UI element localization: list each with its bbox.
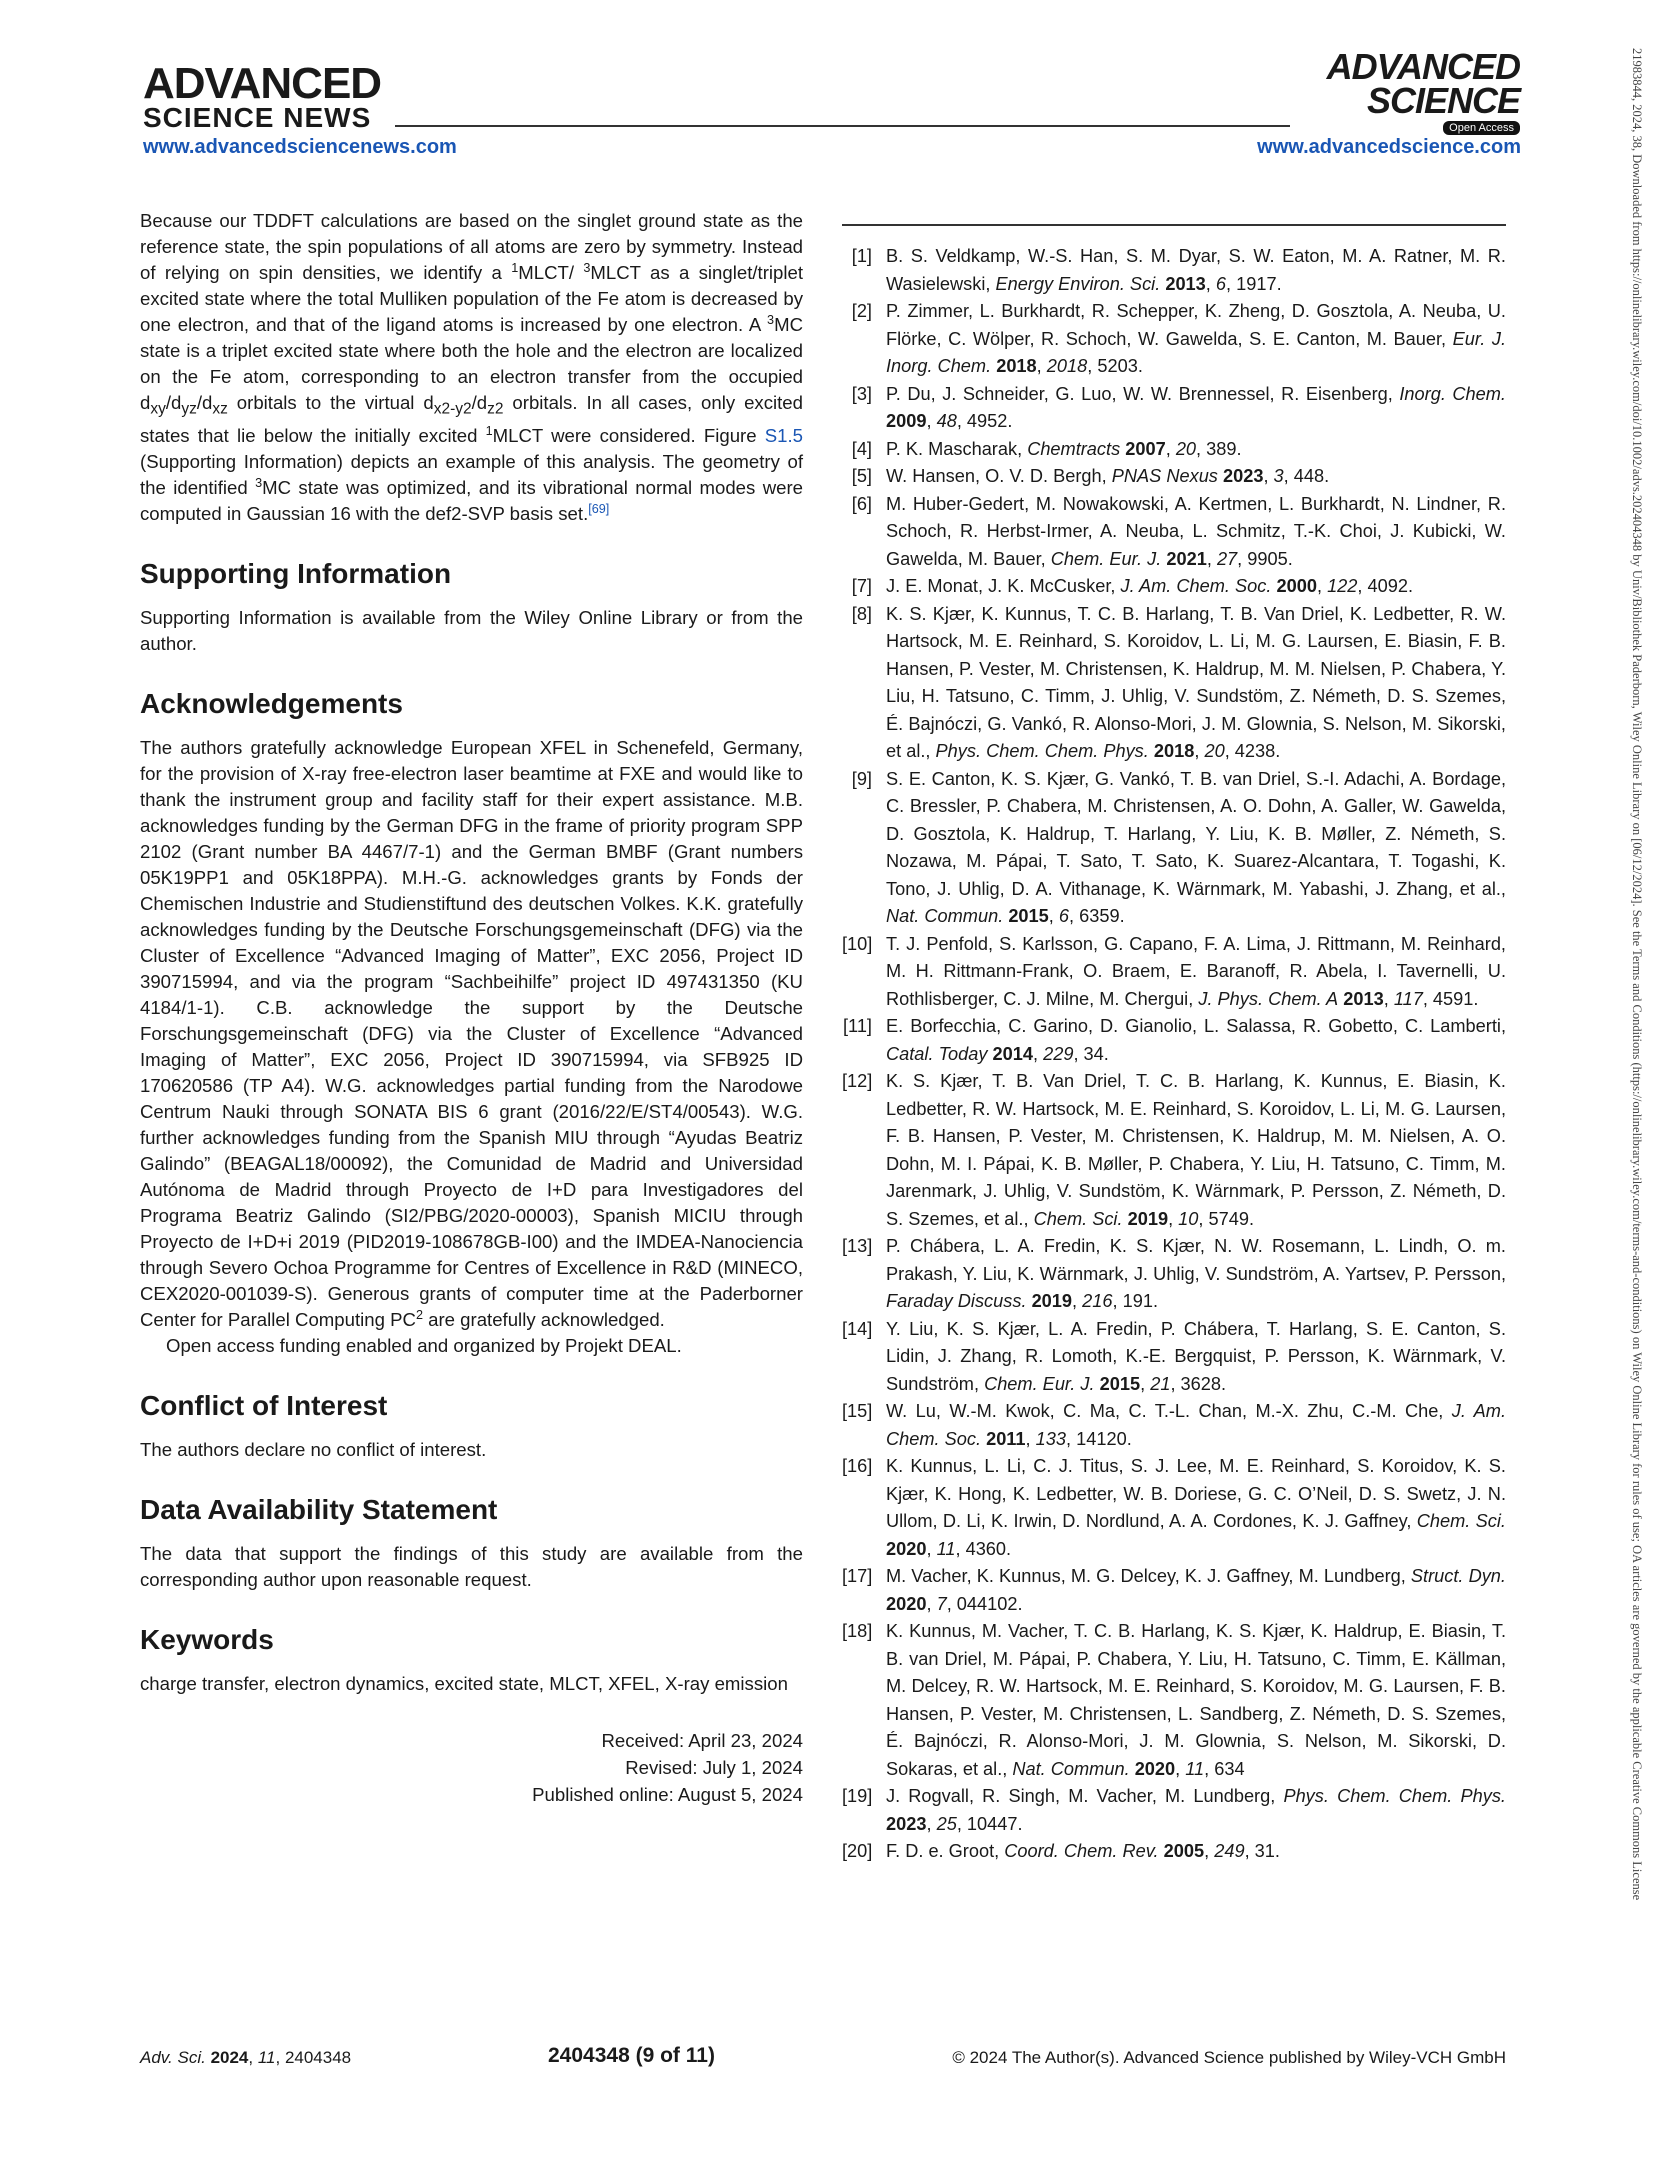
- reference-item: [842, 1316, 1506, 1399]
- open-access-badge: Open Access: [1443, 121, 1520, 135]
- reference-number: [7]: [851, 576, 872, 596]
- footer-copyright: © 2024 The Author(s). Advanced Science published by Wiley-VCH GmbH: [952, 2048, 1506, 2067]
- reference-item: [842, 1013, 1506, 1068]
- reference-item: [842, 1618, 1506, 1783]
- reference-item: [842, 766, 1506, 931]
- reference-item: [842, 931, 1506, 1014]
- reference-item: [842, 243, 1506, 298]
- reference-text: K. Kunnus, M. Vacher, T. C. B. Harlang, K. S. Kjær, K. Haldrup, E. Biasin, T. B. van Driel, M. Pápai, P. Chabera, Y. Liu, H. Tatsuno, C. Timm, E. Källman, M. Delcey, R. W. Hartsock, M. E. Reinhard, S. Koroidov, M. G. Laursen, F. B. Hansen, P. Vester, M. Christensen, L. Sandberg, Z. Németh, D. S. Szemes, É. Bajnóczi, R. Alonso-Mori, J. M. Glownia, S. Nelson, M. Sikorski, D. Sokaras, et al., Nat. Commun. 2020, 11, 634: [886, 1621, 1506, 1779]
- reference-text: W. Lu, W.-M. Kwok, C. Ma, C. T.-L. Chan, M.-X. Zhu, C.-M. Che, J. Am. Chem. Soc. 2011, 133, 14120.: [886, 1401, 1506, 1449]
- data-availability-heading: Data Availability Statement: [140, 1493, 498, 1525]
- reference-text: E. Borfecchia, C. Garino, D. Gianolio, L. Salassa, R. Gobetto, C. Lamberti, Catal. Today 2014, 229, 34.: [886, 1016, 1506, 1064]
- reference-item: [842, 1233, 1506, 1316]
- reference-item: [842, 1563, 1506, 1618]
- reference-item: [842, 1453, 1506, 1563]
- reference-number: [11]: [843, 1016, 872, 1036]
- left-logo-line1: ADVANCED: [143, 59, 382, 108]
- reference-number: [3]: [851, 383, 872, 404]
- received-date: Received: April 23, 2024: [601, 1729, 803, 1751]
- page-number: 2404348 (9 of 11): [548, 2044, 715, 2067]
- reference-text: M. Huber-Gedert, M. Nowakowski, A. Kertmen, L. Burkhardt, N. Lindner, R. Schoch, R. Herbst-Irmer, A. Neuba, L. Schmitz, T.-K. Choi, J. Kubicki, W. Gawelda, M. Bauer, Chem. Eur. J. 2021, 27, 9905.: [886, 493, 1506, 569]
- revised-date: Revised: July 1, 2024: [625, 1756, 803, 1778]
- reference-item: [842, 573, 1506, 601]
- reference-number: [1]: [851, 246, 872, 266]
- references-column: [842, 224, 1506, 1866]
- supporting-information-text: Supporting Information is available from the Wiley Online Library or from the author.: [140, 606, 803, 654]
- keywords-heading: Keywords: [140, 1623, 274, 1655]
- reference-list: [842, 243, 1506, 1866]
- reference-text: J. Rogvall, R. Singh, M. Vacher, M. Lundberg, Phys. Chem. Chem. Phys. 2023, 25, 10447.: [886, 1786, 1506, 1834]
- reference-number: [17]: [842, 1566, 873, 1586]
- header-rule: [395, 125, 1290, 127]
- open-access-funding-text: Open access funding enabled and organized by Projekt DEAL.: [166, 1334, 682, 1356]
- download-notice-strip: [1626, 48, 1646, 2128]
- reference-number: [18]: [842, 1621, 873, 1641]
- reference-text: P. Chábera, L. A. Fredin, K. S. Kjær, N. W. Rosemann, L. Lindh, O. m. Prakash, Y. Liu, K. Wärnmark, J. Uhlig, V. Sundström, A. Yartsev, P. Persson, Faraday Discuss. 2019, 216, 191.: [886, 1236, 1506, 1311]
- reference-number: [8]: [851, 603, 872, 624]
- figure-s15-link[interactable]: S1.5: [764, 424, 804, 446]
- reference-text: W. Hansen, O. V. D. Bergh, PNAS Nexus 2023, 3, 448.: [886, 466, 1330, 486]
- reference-text: T. J. Penfold, S. Karlsson, G. Capano, F. A. Lima, J. Rittmann, M. Reinhard, M. H. Rittmann-Frank, O. Braem, E. Baranoff, R. Abela, I. Tavernelli, U. Rothlisberger, C. J. Milne, M. Chergui, J. Phys. Chem. A 2013, 117, 4591.: [886, 933, 1506, 1009]
- reference-number: [6]: [851, 493, 872, 514]
- article-dates: [140, 1727, 803, 1808]
- reference-number: [13]: [842, 1236, 873, 1256]
- reference-text: J. E. Monat, J. K. McCusker, J. Am. Chem. Soc. 2000, 122, 4092.: [886, 576, 1414, 596]
- acknowledgements-heading: Acknowledgements: [140, 687, 403, 719]
- left-url-link[interactable]: www.advancedsciencenews.com: [143, 136, 457, 158]
- left-column: [140, 208, 803, 1808]
- references-rule: [842, 224, 1506, 226]
- keywords-text: charge transfer, electron dynamics, excited state, MLCT, XFEL, X-ray emission: [140, 1672, 788, 1694]
- reference-text: P. Du, J. Schneider, G. Luo, W. W. Brennessel, R. Eisenberg, Inorg. Chem. 2009, 48, 4952.: [886, 383, 1506, 431]
- reference-number: [2]: [851, 301, 872, 321]
- right-logo-line2: SCIENCE: [1366, 80, 1520, 121]
- citation-69-link[interactable]: [69]: [588, 501, 610, 516]
- reference-number: [9]: [851, 768, 872, 789]
- methods-paragraph: Because our TDDFT calculations are based on the singlet ground state as the reference state, the spin populations of all atoms are zero by symmetry. Instead of relying on spin densities, we identify a $^1$MLCT/ $^3$MLCT as a singlet/triplet excited state where the total Mulliken population of the Fe atom is decreased by one electron, and that of the ligand atoms is increased by one electron. A $^3$MC state is a triplet excited state where both the hole and the electron are localized on the Fe atom, corresponding to an electron transfer from the occupied $d_{xy}/d_{yz}/d_{xz}$ orbitals to the virtual $d_{x2-y2}/d_{z2}$ orbitals. In all cases, only excited states that lie below the initially excited $^1$MLCT were considered. Figure S1.5 (Supporting Information) depicts an example of this analysis. The geometry of the identified $^3$MC state was optimized, and its vibrational normal modes were computed in Gaussian 16 with the def2-SVP basis set.[69]: [140, 210, 804, 524]
- reference-text: K. S. Kjær, T. B. Van Driel, T. C. B. Harlang, K. Kunnus, E. Biasin, K. Ledbetter, R. W. Hartsock, M. E. Reinhard, S. Koroidov, L. Li, M. G. Laursen, F. B. Hansen, P. Vester, M. Christensen, K. Haldrup, M. M. Nielsen, A. O. Dohn, M. I. Pápai, K. B. Møller, P. Chabera, Y. Liu, H. Tatsuno, C. Timm, M. Jarenmark, J. Uhlig, V. Sundstöm, K. Wärnmark, P. Persson, Z. Németh, D. S. Szemes, et al., Chem. Sci. 2019, 10, 5749.: [886, 1071, 1506, 1229]
- reference-text: B. S. Veldkamp, W.-S. Han, S. M. Dyar, S. W. Eaton, M. A. Ratner, M. R. Wasielewski, Energy Environ. Sci. 2013, 6, 1917.: [886, 246, 1506, 294]
- reference-text: P. Zimmer, L. Burkhardt, R. Schepper, K. Zheng, D. Gosztola, A. Neuba, U. Flörke, C. Wölper, R. Schoch, W. Gawelda, S. E. Canton, M. Bauer, Eur. J. Inorg. Chem. 2018, 2018, 5203.: [886, 301, 1507, 376]
- footer-citation: Adv. Sci. 2024, 11, 2404348: [140, 2048, 352, 2067]
- reference-item: [842, 1398, 1506, 1453]
- left-logo-line2: SCIENCE NEWS: [143, 102, 372, 133]
- reference-item: [842, 298, 1506, 381]
- acknowledgements-text: The authors gratefully acknowledge European XFEL in Schenefeld, Germany, for the provision of X-ray free-electron laser beamtime at FXE and would like to thank the instrument group and facility staff for their expert assistance. M.B. acknowledges funding by the German DFG in the frame of priority program SPP 2102 (Grant number BA 4467/7-1) and the German BMBF (Grant numbers 05K19PP1 and 05K18PPA). M.H.-G. acknowledges grants by Fonds der Chemischen Industrie and Studienstiftund des deutschen Volkes. K.K. gratefully acknowledges funding by the Deutsche Forschungsgemeinschaft (DFG) via the Cluster of Excellence “Advanced Imaging of Matter”, EXC 2056, Project ID 390715994, and via the program “Sachbeihilfe” project ID 497431350 (KU 4184/1-1). C.B. acknowledge the support by the Deutsche Forschungsgemeinschaft (DFG) via the Cluster of Excellence “Advanced Imaging of Matter”, EXC 2056, Project ID 390715994, via SFB925 ID 170620586 (TP A4). W.G. acknowledges partial funding from the Narodowe Centrum Nauki through SONATA BIS 6 grant (2016/22/E/ST4/00543). W.G. further acknowledges funding from the Spanish MIU through “Ayudas Beatriz Galindo” (BEAGAL18/00092), the Comunidad de Madrid and Universidad Autónoma de Madrid through Proyecto de I+D para Investigadores del Programa Beatriz Galindo (SI2/PBG/2020-00003), Spanish MICIU through Proyecto de I+D+i 2019 (PID2019-108678GB-I00) and the IMDEA-Nanociencia through Severo Ochoa Programme for Centres of Excellence in R&D (MINECO, CEX2020-001039-S). Generous grants of computer time at the Paderborner Center for Parallel Computing $PC^2$ are gratefully acknowledged.: [140, 736, 803, 1330]
- reference-number: [14]: [842, 1318, 873, 1339]
- download-notice-text: 21983844, 2024, 38, Downloaded from https://onlinelibrary.wiley.com/doi/10.1002/advs.202404348 by Univ/Bibliothek Paderborn, Wiley Online Library on [06/12/2024]. See the Terms and Conditions (https://onlinelibrary.wiley.com/terms-and-conditions) on Wiley Online Library for rules of use; OA articles are governed by the applicable Creative Commons License: [1630, 48, 1644, 1901]
- reference-number: [16]: [842, 1456, 873, 1476]
- reference-number: [20]: [842, 1841, 873, 1861]
- reference-text: S. E. Canton, K. S. Kjær, G. Vankó, T. B. van Driel, S.-I. Adachi, A. Bordage, C. Bressler, P. Chabera, M. Christensen, A. O. Dohn, A. Galler, W. Gawelda, D. Gosztola, K. Haldrup, T. Harlang, Y. Liu, K. B. Møller, Z. Németh, S. Nozawa, M. Pápai, T. Sato, T. Sato, K. Suarez-Alcantara, T. Togashi, K. Tono, J. Uhlig, D. A. Vithanage, K. Wärnmark, M. Yabashi, J. Zhang, et al., Nat. Commun. 2015, 6, 6359.: [886, 768, 1506, 926]
- data-availability-text: The data that support the findings of this study are available from the corresponding author upon reasonable request.: [140, 1542, 803, 1590]
- reference-number: [4]: [851, 438, 872, 459]
- reference-item: [842, 601, 1506, 766]
- conflict-of-interest-text: The authors declare no conflict of interest.: [140, 1438, 487, 1460]
- reference-text: Y. Liu, K. S. Kjær, L. A. Fredin, P. Chábera, T. Harlang, S. E. Canton, S. Lidin, J. Zhang, R. Lomoth, K.-E. Bergquist, P. Persson, K. Wärnmark, V. Sundström, Chem. Eur. J. 2015, 21, 3628.: [886, 1318, 1506, 1394]
- reference-item: [842, 1783, 1506, 1838]
- reference-item: [842, 436, 1506, 464]
- reference-number: [12]: [842, 1071, 873, 1091]
- reference-text: P. K. Mascharak, Chemtracts 2007, 20, 389.: [886, 438, 1242, 459]
- reference-text: F. D. e. Groot, Coord. Chem. Rev. 2005, 249, 31.: [886, 1841, 1280, 1861]
- advanced-science-logo: [1300, 46, 1520, 136]
- reference-number: [5]: [851, 466, 872, 486]
- reference-item: [842, 381, 1506, 436]
- reference-item: [842, 491, 1506, 574]
- supporting-information-heading: Supporting Information: [140, 557, 452, 589]
- reference-item: [842, 1838, 1506, 1866]
- right-logo-line1: ADVANCED: [1326, 46, 1520, 87]
- reference-item: [842, 463, 1506, 491]
- reference-text: M. Vacher, K. Kunnus, M. G. Delcey, K. J. Gaffney, M. Lundberg, Struct. Dyn. 2020, 7, 044102.: [886, 1566, 1506, 1614]
- reference-number: [10]: [842, 933, 873, 954]
- reference-number: [19]: [842, 1786, 873, 1806]
- published-date: Published online: August 5, 2024: [532, 1783, 803, 1805]
- right-url-link[interactable]: www.advancedscience.com: [1257, 136, 1521, 158]
- advanced-science-news-logo: [143, 59, 393, 133]
- conflict-of-interest-heading: Conflict of Interest: [140, 1389, 388, 1421]
- reference-text: K. S. Kjær, K. Kunnus, T. C. B. Harlang, T. B. Van Driel, K. Ledbetter, R. W. Hartsock, M. E. Reinhard, S. Koroidov, L. Li, M. G. Laursen, E. Biasin, F. B. Hansen, P. Vester, M. Christensen, K. Haldrup, M. M. Nielsen, P. Chabera, Y. Liu, H. Tatsuno, C. Timm, J. Uhlig, V. Sundstöm, Z. Németh, D. S. Szemes, É. Bajnóczi, G. Vankó, R. Alonso-Mori, J. M. Glownia, S. Nelson, M. Sikorski, et al., Phys. Chem. Chem. Phys. 2018, 20, 4238.: [886, 603, 1506, 761]
- reference-text: K. Kunnus, L. Li, C. J. Titus, S. J. Lee, M. E. Reinhard, S. Koroidov, K. S. Kjær, K. Hong, K. Ledbetter, W. B. Doriese, G. C. O’Neil, D. S. Swetz, J. N. Ullom, D. Li, K. Irwin, D. Nordlund, A. A. Cordones, K. J. Gaffney, Chem. Sci. 2020, 11, 4360.: [886, 1456, 1506, 1559]
- reference-item: [842, 1068, 1506, 1233]
- reference-number: [15]: [842, 1401, 873, 1421]
